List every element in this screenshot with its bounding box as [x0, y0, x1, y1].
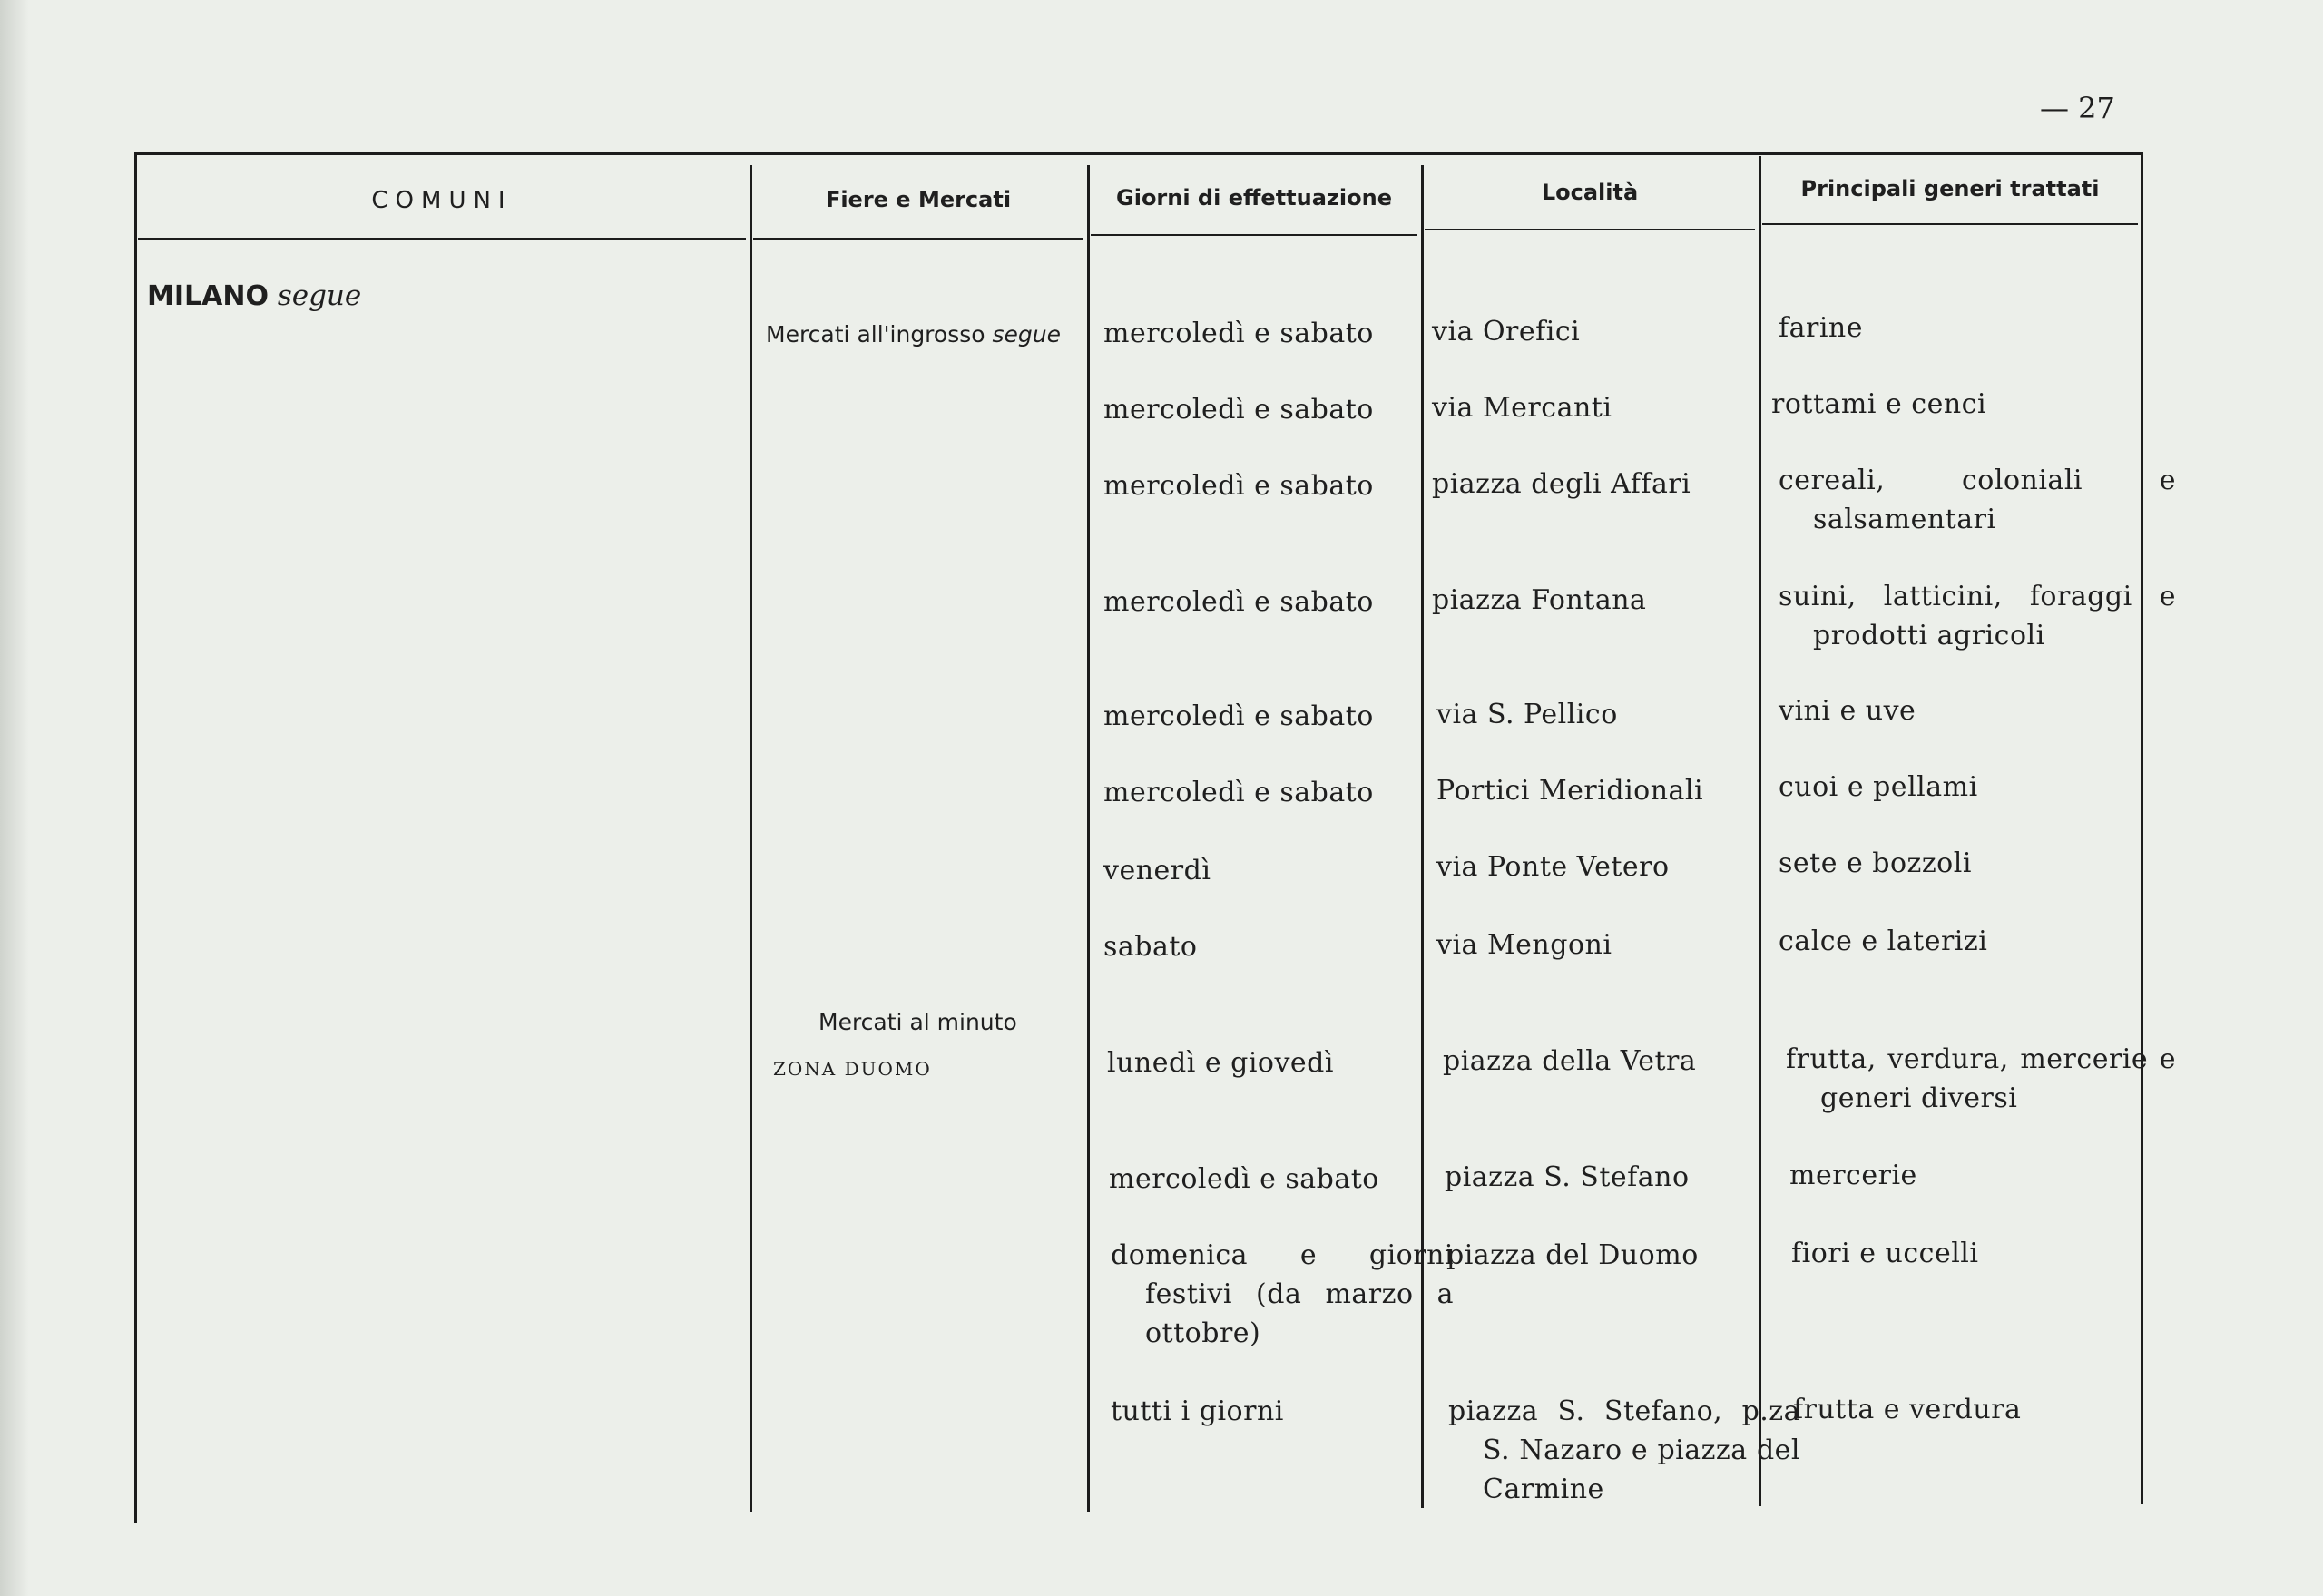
row-4-generi: suini, latticini, foraggi e prodotti agricoli: [1779, 581, 2176, 651]
row-2-giorni: mercoledì e sabato: [1103, 394, 1374, 426]
row-2-localita: via Mercanti: [1432, 392, 1612, 424]
row-9-giorni: lunedì e giovedì: [1107, 1047, 1334, 1079]
row-11-giorni: domenica e giorni festivi (da marzo a ottobre): [1111, 1239, 1454, 1349]
row-9-generi: frutta, verdura, mercerie e generi diversi: [1786, 1043, 2176, 1114]
row-1-localita: via Orefici: [1432, 316, 1581, 348]
row-7-generi: sete e bozzoli: [1779, 847, 1972, 879]
header-underline-2: [753, 238, 1083, 240]
header-fiere-mercati: Fiere e Mercati: [825, 187, 1012, 212]
row-3-localita: piazza degli Affari: [1432, 468, 1691, 500]
row-6-giorni: mercoledì e sabato: [1103, 777, 1374, 808]
row-12-localita: piazza S. Stefano, p.za S. Nazaro e piazza del Carmine: [1448, 1395, 1800, 1505]
row-5-generi: vini e uve: [1779, 695, 1916, 727]
row-12-generi: frutta e verdura: [1793, 1394, 2022, 1425]
header-underline-5: [1762, 223, 2138, 225]
header-comuni: COMUNI: [371, 187, 513, 214]
header-generi: Principali generi trattati: [1800, 176, 2100, 201]
row-8-giorni: sabato: [1103, 931, 1198, 963]
row-11-localita: piazza del Duomo: [1446, 1239, 1699, 1271]
row-1-generi: farine: [1779, 312, 1863, 344]
row-7-localita: via Ponte Vetero: [1436, 851, 1670, 883]
row-10-localita: piazza S. Stefano: [1445, 1161, 1690, 1193]
row-3-generi: cereali, coloniali e salsamentari: [1779, 465, 2176, 535]
section-ingrosso: [766, 321, 1061, 348]
col-divider-1: [750, 165, 752, 1512]
row-5-giorni: mercoledì e sabato: [1103, 700, 1374, 732]
header-giorni: Giorni di effettuazione: [1116, 185, 1392, 211]
row-10-generi: mercerie: [1789, 1160, 1917, 1191]
row-10-giorni: mercoledì e sabato: [1109, 1163, 1379, 1195]
header-underline-4: [1425, 229, 1755, 230]
page-number: — 27: [2040, 91, 2115, 125]
row-6-localita: Portici Meridionali: [1436, 775, 1704, 807]
page-spine: [0, 0, 29, 1596]
row-12-giorni: tutti i giorni: [1111, 1395, 1284, 1427]
row-5-localita: via S. Pellico: [1436, 699, 1618, 730]
col-divider-2: [1087, 165, 1090, 1512]
section-minuto-zone: ZONA DUOMO: [773, 1058, 932, 1080]
header-underline-3: [1091, 234, 1417, 236]
table-top-rule: [134, 152, 2143, 155]
comune-suffix: segue: [277, 279, 362, 312]
comune-name: MILANO: [147, 280, 269, 312]
row-7-giorni: venerdì: [1103, 855, 1211, 886]
section-ingrosso-label: Mercati all'ingrosso: [766, 321, 985, 348]
row-8-generi: calce e laterizi: [1779, 925, 1988, 957]
frame-right-rule: [2141, 152, 2143, 1504]
section-ingrosso-suffix: segue: [992, 321, 1062, 348]
row-1-giorni: mercoledì e sabato: [1103, 318, 1374, 349]
row-11-generi: fiori e uccelli: [1791, 1238, 1979, 1269]
frame-left-rule: [134, 152, 137, 1523]
row-6-generi: cuoi e pellami: [1779, 771, 1978, 803]
row-2-generi: rottami e cenci: [1771, 388, 1987, 420]
section-minuto-label: Mercati al minuto: [818, 1009, 1017, 1035]
row-4-localita: piazza Fontana: [1432, 584, 1647, 616]
row-8-localita: via Mengoni: [1436, 929, 1612, 961]
header-underline-1: [138, 238, 746, 240]
row-9-localita: piazza della Vetra: [1443, 1045, 1697, 1077]
row-4-giorni: mercoledì e sabato: [1103, 586, 1374, 618]
col-divider-4: [1759, 156, 1761, 1506]
row-3-giorni: mercoledì e sabato: [1103, 470, 1374, 502]
header-localita: Località: [1541, 180, 1639, 205]
comune-entry: [147, 279, 361, 312]
